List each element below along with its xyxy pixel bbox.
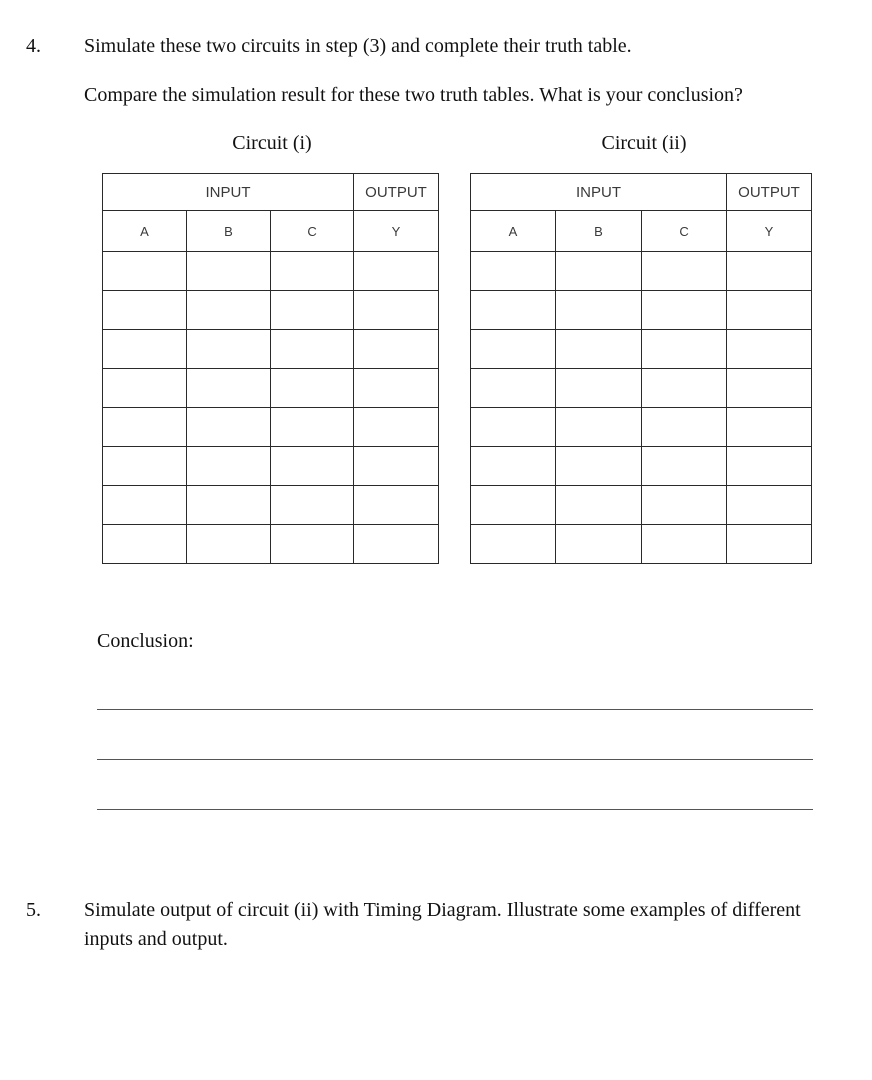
table-row [103,408,439,447]
conclusion-answer-line-2[interactable] [97,759,813,760]
cell-c[interactable] [642,252,727,291]
cell-c[interactable] [642,330,727,369]
cell-c[interactable] [271,330,354,369]
table-row [471,252,812,291]
cell-y[interactable] [727,408,812,447]
table-row [471,447,812,486]
cell-y[interactable] [354,525,439,564]
column-y-header: Y [727,211,812,252]
input-header: INPUT [103,174,354,211]
conclusion-answer-line-1[interactable] [97,709,813,710]
question-5-number: 5. [26,899,41,921]
conclusion-label: Conclusion: [97,630,194,652]
cell-y[interactable] [727,486,812,525]
cell-a[interactable] [471,291,556,330]
cell-a[interactable] [471,408,556,447]
table-row [103,525,439,564]
cell-c[interactable] [271,252,354,291]
table-row [471,291,812,330]
cell-y[interactable] [727,369,812,408]
cell-b[interactable] [556,525,642,564]
header-row [103,174,439,211]
table-row [103,330,439,369]
cell-a[interactable] [471,486,556,525]
header-row [471,174,812,211]
cell-a[interactable] [471,330,556,369]
truth-table-circuit-ii [470,173,812,564]
column-c-header: C [642,211,727,252]
table-row [471,369,812,408]
cell-y[interactable] [354,369,439,408]
cell-b[interactable] [187,369,271,408]
column-row [103,211,439,252]
table-row [103,291,439,330]
cell-b[interactable] [556,330,642,369]
cell-b[interactable] [187,447,271,486]
table-row [471,525,812,564]
circuit-i-caption: Circuit (i) [232,132,312,154]
column-a-header: A [103,211,187,252]
cell-b[interactable] [187,291,271,330]
truth-table-circuit-i [102,173,439,564]
cell-b[interactable] [556,486,642,525]
cell-c[interactable] [642,525,727,564]
table-row [103,447,439,486]
cell-b[interactable] [187,330,271,369]
question-4-instruction: Simulate these two circuits in step (3) and complete their truth table. [84,35,632,57]
circuit-ii-caption: Circuit (ii) [601,132,687,154]
cell-b[interactable] [556,369,642,408]
cell-b[interactable] [556,291,642,330]
cell-y[interactable] [354,252,439,291]
cell-c[interactable] [271,408,354,447]
column-y-header: Y [354,211,439,252]
cell-c[interactable] [642,447,727,486]
cell-a[interactable] [103,408,187,447]
cell-c[interactable] [271,447,354,486]
cell-a[interactable] [471,525,556,564]
conclusion-answer-line-3[interactable] [97,809,813,810]
cell-y[interactable] [727,447,812,486]
cell-c[interactable] [642,408,727,447]
column-b-header: B [556,211,642,252]
cell-c[interactable] [642,369,727,408]
cell-c[interactable] [642,486,727,525]
cell-a[interactable] [103,291,187,330]
cell-b[interactable] [556,252,642,291]
cell-a[interactable] [103,447,187,486]
cell-b[interactable] [187,252,271,291]
cell-a[interactable] [103,525,187,564]
column-row [471,211,812,252]
table-row [103,486,439,525]
cell-b[interactable] [187,486,271,525]
cell-a[interactable] [103,369,187,408]
cell-y[interactable] [354,408,439,447]
cell-y[interactable] [354,486,439,525]
cell-y[interactable] [727,525,812,564]
cell-y[interactable] [727,330,812,369]
cell-c[interactable] [271,525,354,564]
cell-y[interactable] [354,447,439,486]
table-row [471,408,812,447]
question-4-compare-prompt: Compare the simulation result for these two truth tables. What is your conclusion? [84,84,743,106]
cell-a[interactable] [103,252,187,291]
cell-c[interactable] [642,291,727,330]
cell-a[interactable] [103,330,187,369]
cell-a[interactable] [471,252,556,291]
cell-c[interactable] [271,369,354,408]
cell-b[interactable] [556,447,642,486]
cell-b[interactable] [556,408,642,447]
column-c-header: C [271,211,354,252]
cell-c[interactable] [271,291,354,330]
cell-y[interactable] [354,330,439,369]
cell-y[interactable] [727,252,812,291]
cell-a[interactable] [103,486,187,525]
cell-c[interactable] [271,486,354,525]
table-row [471,330,812,369]
table-row [103,369,439,408]
output-header: OUTPUT [727,174,812,211]
cell-b[interactable] [187,408,271,447]
column-b-header: B [187,211,271,252]
cell-a[interactable] [471,447,556,486]
table-row [103,252,439,291]
question-5-instruction: Simulate output of circuit (ii) with Timing Diagram. Illustrate some examples of different inputs and output. [84,899,801,950]
column-a-header: A [471,211,556,252]
cell-y[interactable] [354,291,439,330]
table-row [471,486,812,525]
question-4-number: 4. [26,35,41,57]
output-header: OUTPUT [354,174,439,211]
cell-y[interactable] [727,291,812,330]
input-header: INPUT [471,174,727,211]
cell-a[interactable] [471,369,556,408]
cell-b[interactable] [187,525,271,564]
